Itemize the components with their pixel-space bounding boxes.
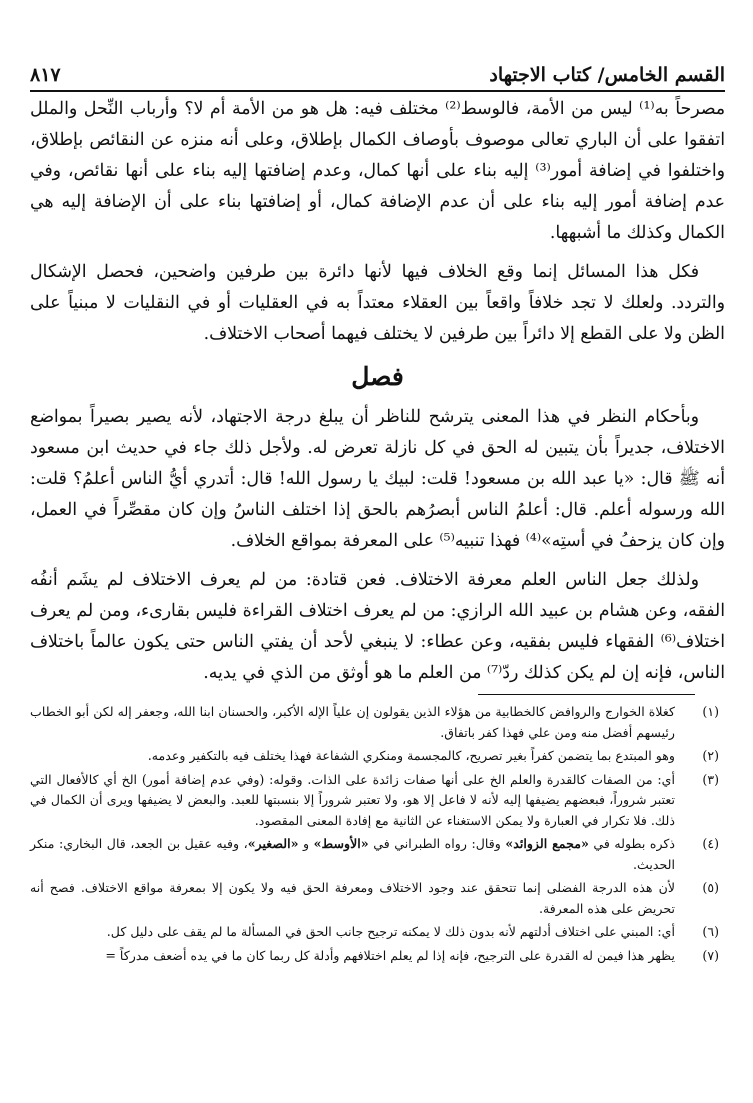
footnote-number: (٥) bbox=[702, 880, 719, 895]
running-header bbox=[30, 58, 725, 92]
footnote-text-part: وقال: رواه الطبراني في bbox=[368, 836, 506, 851]
footnote-4 bbox=[30, 834, 725, 875]
footnote-7 bbox=[30, 946, 725, 967]
footnotes bbox=[30, 702, 725, 969]
footnote-3 bbox=[30, 770, 725, 832]
paragraph-2: فكل هذا المسائل إنما وقع الخلاف فيها لأنها دائرة بين طرفين واضحين، فحصل الإشكال والتردد. ولعلك لا تجد خلافاً واقعاً بين العقلاء معتداً به في العقليات أو في النقليات لا مبنياً على الظن ولا على القطع إلا دائراً بين طرفين لا يختلف فيهما أصحاب الاختلاف. bbox=[30, 262, 725, 344]
footnote-text: وهو المبتدع بما يتضمن كفراً بغير تصريح، كالمجسمة ومنكري الشفاعة فهذا يختلف فيه بالتكفير وعدمه. bbox=[147, 748, 675, 763]
footnote-2 bbox=[30, 746, 725, 767]
footnote-number: (١) bbox=[702, 704, 719, 719]
footnote-text: أي: المبني على اختلاف أدلتهم لأنه بدون ذلك لا يمكنه ترجيح جانب الحق في المسألة ما لم يقف على دليل كل. bbox=[106, 924, 675, 939]
source-title: «مجمع الزوائد» bbox=[505, 836, 589, 851]
footnote-text: يظهر هذا فيمن له القدرة على الترجيح، فإنه إذا لم يعلم اختلافهم وأدلة كل ربما كان ما في يده أضعف مدركاً = bbox=[105, 947, 675, 963]
footnote-number: (٣) bbox=[702, 771, 719, 787]
footnote-number: (٧) bbox=[702, 947, 719, 963]
source-title: «الأوسط» bbox=[313, 836, 369, 851]
footnote-6 bbox=[30, 922, 725, 943]
footnote-text-part: ، وفيه عقيل بن الجعد، قال البخاري: منكر الحديث. bbox=[30, 836, 675, 872]
section-heading: فصل bbox=[351, 362, 404, 391]
footnote-number: (٤) bbox=[702, 836, 719, 851]
footnote-separator bbox=[478, 694, 695, 695]
main-text bbox=[30, 94, 725, 697]
footnote-text: كغلاة الخوارج والروافض كالخطابية من هؤلاء الذين يقولون إن علياً الإله الأكبر، والحسنان ابنا الله، وجعفر إله لكن أبو الخطاب رئيسهم أفضل منه ومن علي فهذا كفر باتفاق. bbox=[30, 704, 675, 740]
footnote-text bbox=[30, 834, 675, 875]
footnote-text: لأن هذه الدرجة الفضلى إنما تتحقق عند وجود الاختلاف ومعرفة الحق فيه ولا يكون إلا بمعرفة مواقع الاختلاف. فصح أنه تحريض على هذه المعرفة. bbox=[30, 880, 675, 916]
footnote-1 bbox=[30, 702, 725, 743]
source-title: «الصغير» bbox=[247, 836, 299, 851]
footnote-text-part: ذكره بطوله في bbox=[588, 836, 676, 851]
page-number: ٨١٧ bbox=[30, 64, 61, 86]
footnote-5 bbox=[30, 878, 725, 919]
footnote-text-part: و bbox=[298, 836, 314, 851]
paragraph-3: وبأحكام النظر في هذا المعنى يترشح للناظر أن يبلغ درجة الاجتهاد، لأنه يصير بصيراً بمواضع الاختلاف، جديراً بأن يتبين له الحق في كل نازلة تعرض له. ولأجل ذلك جاء في حديث ابن مسعود أنه ﷺ قال: «يا عبد الله بن مسعود! قلت: لبيك يا رسول الله! قال: أتدري أيُّ الناس أعلمُ؟ قلت: الله ورسوله أعلم. قال: أعلمُ الناس أبصرُهم بالحق إذا اختلف الناسُ وإن كان مقصِّراً في العمل، وإن كان يزحفُ في أستِه»⁽⁴⁾ فهذا تنبيه⁽⁵⁾ على المعرفة بمواقع الخلاف. bbox=[30, 407, 725, 551]
footnote-number: (٦) bbox=[702, 924, 719, 939]
footnote-text: أي: من الصفات كالقدرة والعلم الخ على أنها صفات زائدة على الذات. وقوله: (وفي عدم إضافة أمور) الخ أي كالأفعال التي تعتبر شروراً، فبعضهم يضيفها إليه لأنه لا فاعل إلا هو، ولا تعتبر شروراً إلا بنسبتها للعبد. والبعض لا يضيفها ويرى أن الكمال في ذلك. فلا تكرار في العبارة ولا يمكن الاستغناء عن الثانية مع إفادة المعنى المقصود. bbox=[30, 771, 675, 828]
chapter-title: القسم الخامس/ كتاب الاجتهاد bbox=[489, 64, 725, 86]
paragraph-4: ولذلك جعل الناس العلم معرفة الاختلاف. فعن قتادة: من لم يعرف الاختلاف لم يشَم أنفُه الفقه، وعن هشام بن عبيد الله الرازي: من لم يعرف اختلاف القراءة فليس بقارىء، ومن لم يعرف اختلاف⁽⁶⁾ الفقهاء فليس بفقيه، وعن عطاء: لا ينبغي لأحد أن يفتي الناس حتى يكون عالماً باختلاف الناس، فإنه إن لم يكن كذلك ردّ⁽⁷⁾ من العلم ما هو أوثق من الذي في يديه. bbox=[30, 570, 725, 683]
paragraph-1: مصرحاً به⁽¹⁾ ليس من الأمة، فالوسط⁽²⁾ مختلف فيه: هل هو من الأمة أم لا؟ وأرباب النِّحل والملل اتفقوا على أن الباري تعالى موصوف بأوصاف الكمال بإطلاق، وعلى أنه منزه عن النقائص بإطلاق، واختلفوا في إضافة أمور⁽³⁾ إليه بناء على أنها كمال، وعدم إضافتها إليه بناء على أنها نقائص، وفي عدم إضافة أمور إليه بناء على أن عدم الإضافة كمال، أو إضافتها بناء على أن الإضافة إليه هي الكمال وكذلك ما أشبهها. bbox=[30, 99, 726, 243]
footnote-number: (٢) bbox=[702, 748, 719, 763]
